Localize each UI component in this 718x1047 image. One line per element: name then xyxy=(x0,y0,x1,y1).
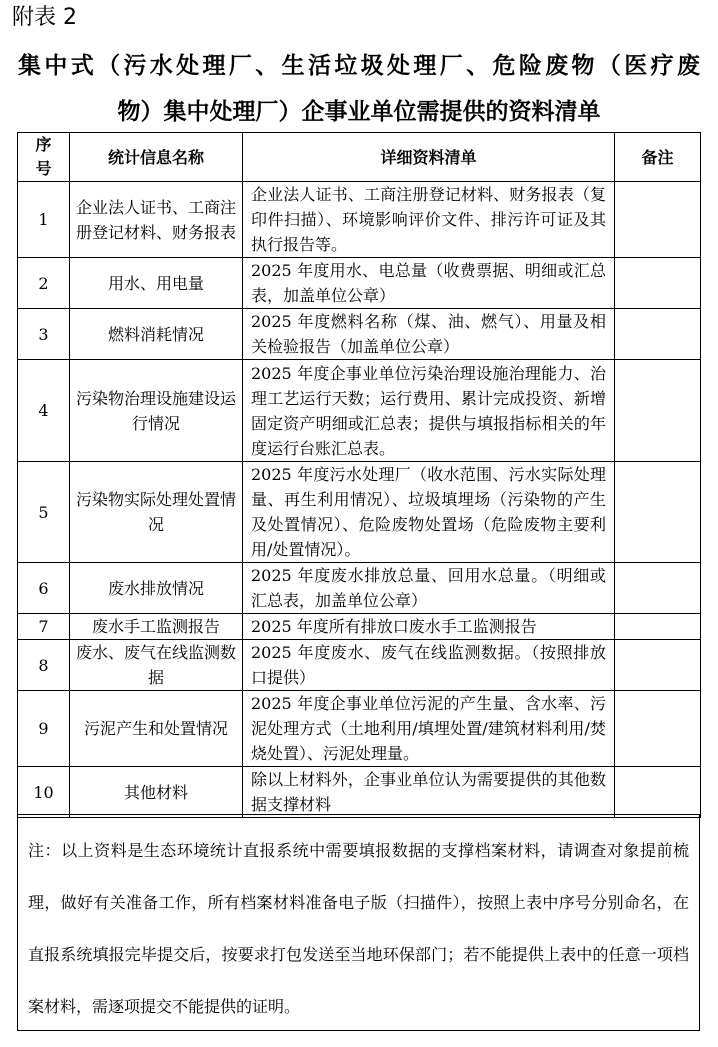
row-detail: 2025 年度燃料名称（煤、油、燃气）、用量及相关检验报告（加盖单位公章） xyxy=(243,309,615,360)
row-item-name: 废水、废气在线监测数据 xyxy=(70,640,243,691)
document-title-line-2: 物）集中处理厂）企事业单位需提供的资料清单 xyxy=(117,99,601,125)
row-detail: 企业法人证书、工商注册登记材料、财务报表（复印件扫描）、环境影响评价文件、排污许可证及其执行报告等。 xyxy=(243,182,615,258)
row-remarks xyxy=(615,182,701,258)
row-number: 8 xyxy=(18,640,70,691)
row-number: 10 xyxy=(18,767,70,818)
row-number: 1 xyxy=(18,182,70,258)
header-item-name: 统计信息名称 xyxy=(70,133,243,182)
materials-table xyxy=(17,132,701,818)
row-detail: 2025 年度企事业单位污染治理设施治理能力、治理工艺运行天数；运行费用、累计完成投资、新增固定资产明细或汇总表；提供与填报指标相关的年度运行台账汇总表。 xyxy=(243,360,615,462)
row-remarks xyxy=(615,691,701,767)
row-detail: 2025 年度废水、废气在线监测数据。（按照排放口提供） xyxy=(243,640,615,691)
row-number: 6 xyxy=(18,563,70,614)
table-header-row xyxy=(18,133,701,182)
table-row xyxy=(18,640,701,691)
table-row xyxy=(18,309,701,360)
row-number: 9 xyxy=(18,691,70,767)
table-row xyxy=(18,462,701,563)
table-row xyxy=(18,767,701,818)
row-item-name: 燃料消耗情况 xyxy=(70,309,243,360)
row-remarks xyxy=(615,258,701,309)
header-remarks: 备注 xyxy=(615,133,701,182)
row-remarks xyxy=(615,309,701,360)
row-remarks xyxy=(615,767,701,818)
row-detail: 2025 年度用水、电总量（收费票据、明细或汇总表，加盖单位公章） xyxy=(243,258,615,309)
row-detail: 除以上材料外，企事业单位认为需要提供的其他数据支撑材料 xyxy=(243,767,615,818)
table-row xyxy=(18,360,701,462)
row-number: 4 xyxy=(18,360,70,462)
row-item-name: 其他材料 xyxy=(70,767,243,818)
table-row xyxy=(18,182,701,258)
row-remarks xyxy=(615,614,701,640)
header-serial-number: 序号 xyxy=(18,133,70,182)
row-item-name: 污染物实际处理处置情况 xyxy=(70,462,243,563)
row-detail: 2025 年度废水排放总量、回用水总量。（明细或汇总表，加盖单位公章） xyxy=(243,563,615,614)
row-detail: 2025 年度污水处理厂（收水范围、污水实际处理量、再生利用情况）、垃圾填埋场（污染物的产生及处置情况）、危险废物处置场（危险废物主要利用/处置情况）。 xyxy=(243,462,615,563)
row-item-name: 污染物治理设施建设运行情况 xyxy=(70,360,243,462)
table-row xyxy=(18,614,701,640)
row-remarks xyxy=(615,563,701,614)
row-number: 3 xyxy=(18,309,70,360)
row-item-name: 废水排放情况 xyxy=(70,563,243,614)
appendix-label: 附表 2 xyxy=(12,5,77,30)
row-remarks xyxy=(615,640,701,691)
row-item-name: 用水、用电量 xyxy=(70,258,243,309)
row-item-name: 废水手工监测报告 xyxy=(70,614,243,640)
row-number: 5 xyxy=(18,462,70,563)
table-row xyxy=(18,258,701,309)
row-remarks xyxy=(615,360,701,462)
row-number: 2 xyxy=(18,258,70,309)
table-row xyxy=(18,563,701,614)
table-row xyxy=(18,691,701,767)
row-item-name: 污泥产生和处置情况 xyxy=(70,691,243,767)
row-number: 7 xyxy=(18,614,70,640)
row-remarks xyxy=(615,462,701,563)
header-detail-list: 详细资料清单 xyxy=(243,133,615,182)
row-detail: 2025 年度企事业单位污泥的产生量、含水率、污泥处理方式（土地利用/填埋处置/建筑材料利用/焚烧处置）、污泥处理量。 xyxy=(243,691,615,767)
row-detail: 2025 年度所有排放口废水手工监测报告 xyxy=(243,614,615,640)
footnote: 注：以上资料是生态环境统计直报系统中需要填报数据的支撑档案材料，请调查对象提前梳理，做好有关准备工作，所有档案材料准备电子版（扫描件），按照上表中序号分别命名，在直报系统填报完毕提交后，按要求打包发送至当地环保部门；若不能提供上表中的任意一项档案材料，需逐项提交不能提供的证明。 xyxy=(17,814,700,1031)
row-item-name: 企业法人证书、工商注册登记材料、财务报表 xyxy=(70,182,243,258)
document-title-line-1: 集中式（污水处理厂、生活垃圾处理厂、危险废物（医疗废 xyxy=(18,53,700,79)
